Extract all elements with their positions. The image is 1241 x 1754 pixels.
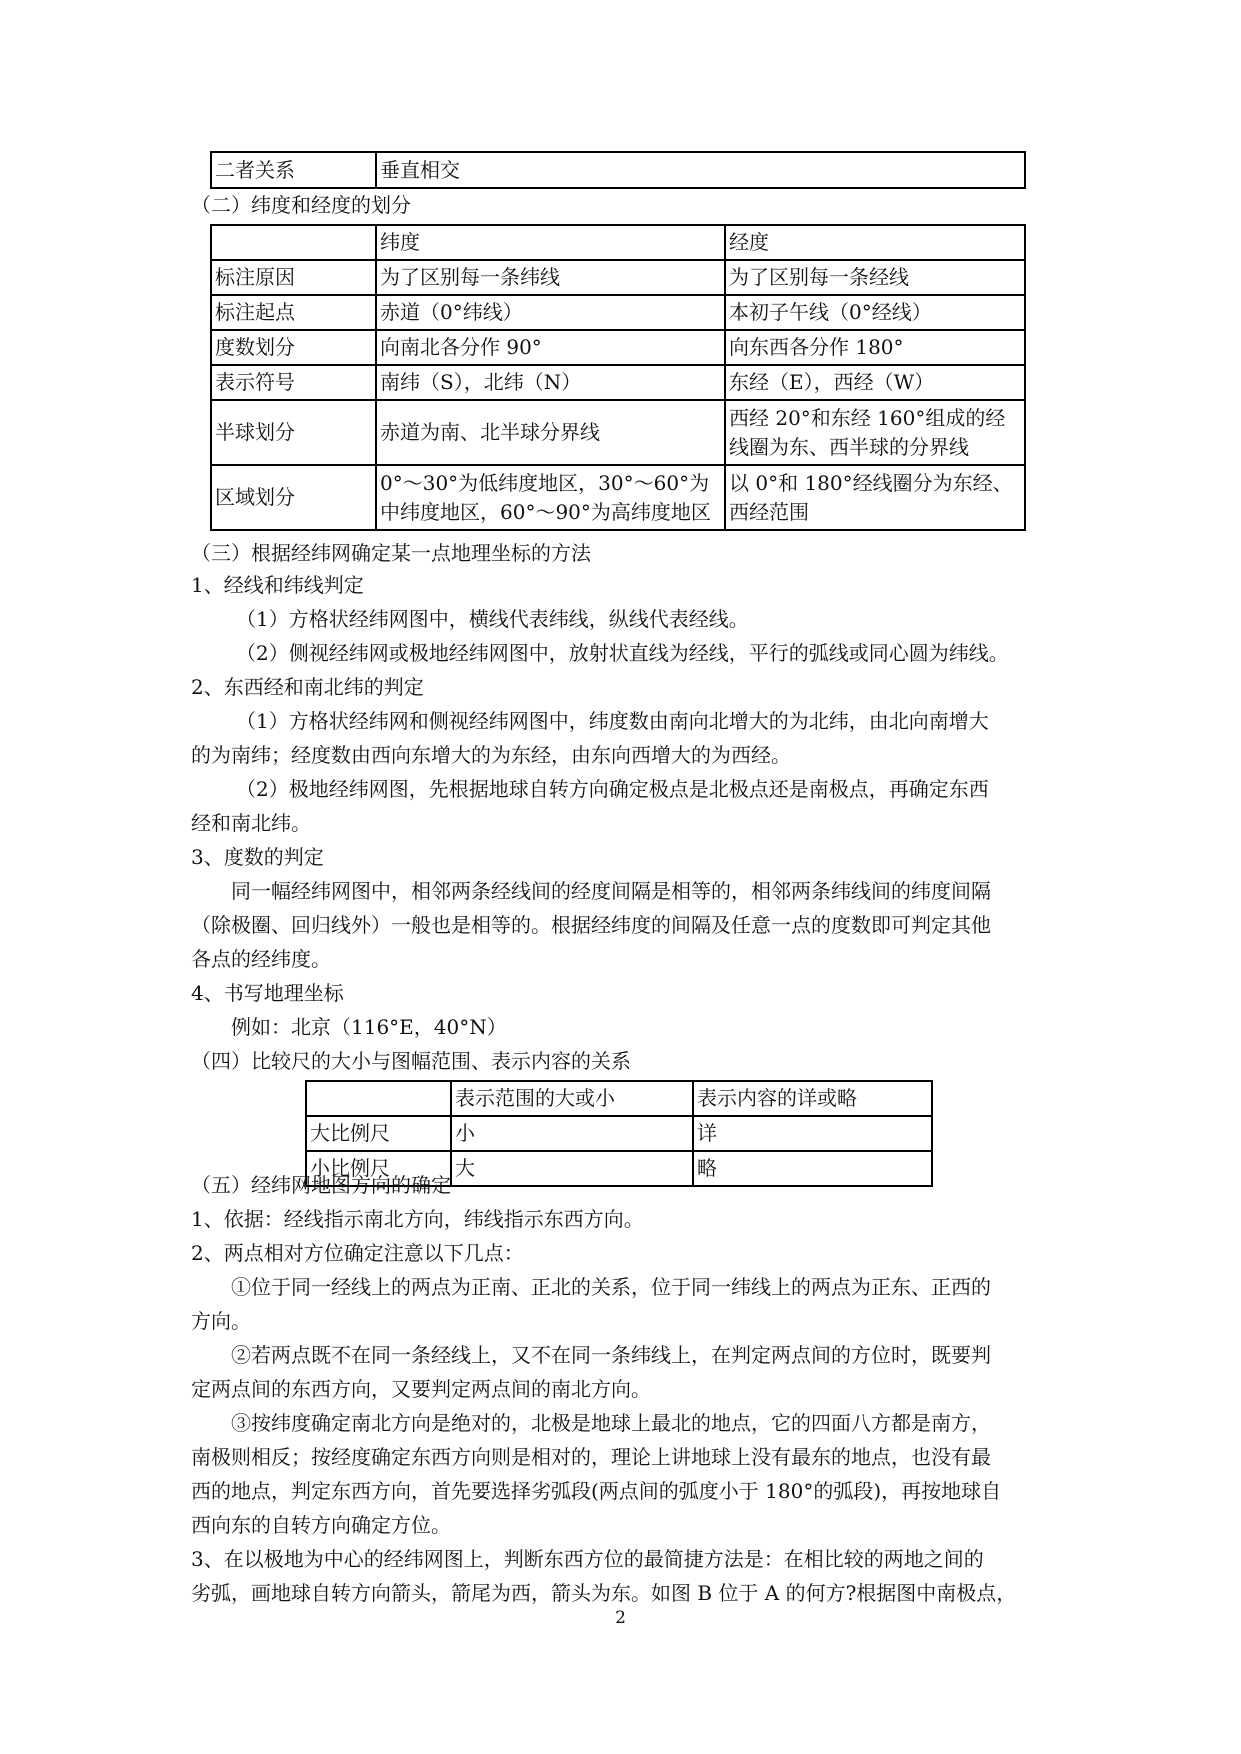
header-cell: 纬度 <box>376 225 725 260</box>
longitude-cell: 为了区别每一条经线 <box>725 260 1025 295</box>
example-line: 例如：北京（116°E，40°N） <box>231 1015 507 1039</box>
subheading: 4、书写地理坐标 <box>191 981 344 1005</box>
header-cell: 表示范围的大或小 <box>451 1081 693 1116</box>
subheading: 1、经线和纬线判定 <box>191 573 364 597</box>
detail-cell: 略 <box>693 1151 932 1186</box>
paragraph-line: 定两点间的东西方向，又要判定两点间的南北方向。 <box>191 1377 651 1401</box>
table-header-row <box>211 225 1025 260</box>
latitude-cell: 赤道为南、北半球分界线 <box>376 400 725 465</box>
paragraph-line: （除极圈、回归线外）一般也是相等的。根据经纬度的间隔及任意一点的度数即可判定其他 <box>191 913 991 937</box>
row-label: 表示符号 <box>211 365 376 400</box>
section-heading-5: （五）经纬网地图方向的确定 <box>191 1173 451 1197</box>
row-label: 度数划分 <box>211 330 376 365</box>
range-cell: 大 <box>451 1151 693 1186</box>
table-row <box>211 465 1025 530</box>
table-header-row <box>306 1081 932 1116</box>
relation-table <box>210 151 1026 189</box>
table-row <box>211 365 1025 400</box>
paragraph-line: 1、依据：经线指示南北方向，纬线指示东西方向。 <box>191 1207 644 1231</box>
paragraph-line: ③按纬度确定南北方向是绝对的，北极是地球上最北的地点，它的四面八方都是南方， <box>231 1411 991 1435</box>
relation-value: 垂直相交 <box>376 152 1025 188</box>
paragraph-line: （1）方格状经纬网图中，横线代表纬线，纵线代表经线。 <box>236 607 749 631</box>
longitude-cell: 本初子午线（0°经线） <box>725 295 1025 330</box>
paragraph-line: （2）侧视经纬网或极地经纬网图中，放射状直线为经线，平行的弧线或同心圆为纬线。 <box>236 641 1009 665</box>
row-label: 大比例尺 <box>306 1116 451 1151</box>
paragraph-line: 方向。 <box>191 1309 251 1333</box>
subheading: 3、度数的判定 <box>191 845 324 869</box>
paragraph-line: ②若两点既不在同一条经线上，又不在同一条纬线上，在判定两点间的方位时，既要判 <box>231 1343 991 1367</box>
row-label: 标注原因 <box>211 260 376 295</box>
header-cell: 经度 <box>725 225 1025 260</box>
section-heading-3: （三）根据经纬网确定某一点地理坐标的方法 <box>191 541 591 565</box>
paragraph-line: （2）极地经纬网图，先根据地球自转方向确定极点是北极点还是南极点，再确定东西 <box>236 777 989 801</box>
latitude-cell: 向南北各分作 90° <box>376 330 725 365</box>
paragraph-line: 西的地点，判定东西方向，首先要选择劣弧段(两点间的弧度小于 180°的弧段)，再按地球自 <box>191 1479 1002 1503</box>
paragraph-line: 经和南北纬。 <box>191 811 311 835</box>
row-label: 小比例尺 <box>306 1151 451 1186</box>
lat-lon-table <box>210 224 1026 531</box>
row-label: 标注起点 <box>211 295 376 330</box>
paragraph-line: 各点的经纬度。 <box>191 947 331 971</box>
longitude-cell: 东经（E），西经（W） <box>725 365 1025 400</box>
subheading: 2、东西经和南北纬的判定 <box>191 675 424 699</box>
paragraph-line: （1）方格状经纬网和侧视经纬网图中，纬度数由南向北增大的为北纬，由北向南增大 <box>236 709 989 733</box>
latitude-cell: 赤道（0°纬线） <box>376 295 725 330</box>
table-row <box>211 260 1025 295</box>
section-heading-2: （二）纬度和经度的划分 <box>191 193 411 217</box>
longitude-cell: 向东西各分作 180° <box>725 330 1025 365</box>
row-label: 半球划分 <box>211 400 376 465</box>
latitude-cell: 为了区别每一条纬线 <box>376 260 725 295</box>
paragraph-line: 3、在以极地为中心的经纬网图上，判断东西方位的最简捷方法是：在相比较的两地之间的 <box>191 1547 984 1571</box>
longitude-cell: 西经 20°和东经 160°组成的经线圈为东、西半球的分界线 <box>725 400 1025 465</box>
range-cell: 小 <box>451 1116 693 1151</box>
table-row <box>211 330 1025 365</box>
header-cell: 表示内容的详或略 <box>693 1081 932 1116</box>
paragraph-line: 西向东的自转方向确定方位。 <box>191 1513 451 1537</box>
page-number: 2 <box>615 1608 626 1628</box>
table-row <box>306 1116 932 1151</box>
paragraph-line: ①位于同一经线上的两点为正南、正北的关系，位于同一纬线上的两点为正东、正西的 <box>231 1275 991 1299</box>
section-heading-4: （四）比较尺的大小与图幅范围、表示内容的关系 <box>191 1049 631 1073</box>
header-cell <box>211 225 376 260</box>
table-row <box>211 295 1025 330</box>
longitude-cell: 以 0°和 180°经线圈分为东经、西经范围 <box>725 465 1025 530</box>
relation-label: 二者关系 <box>211 152 376 188</box>
paragraph-line: 同一幅经纬网图中，相邻两条经线间的经度间隔是相等的，相邻两条纬线间的纬度间隔 <box>231 879 991 903</box>
paragraph-line: 的为南纬；经度数由西向东增大的为东经，由东向西增大的为西经。 <box>191 743 791 767</box>
table-row <box>211 152 1025 188</box>
detail-cell: 详 <box>693 1116 932 1151</box>
paragraph-line: 南极则相反；按经度确定东西方向则是相对的，理论上讲地球上没有最东的地点，也没有最 <box>191 1445 991 1469</box>
latitude-cell: 南纬（S），北纬（N） <box>376 365 725 400</box>
header-cell <box>306 1081 451 1116</box>
row-label: 区域划分 <box>211 465 376 530</box>
paragraph-line: 劣弧，画地球自转方向箭头，箭尾为西，箭头为东。如图 B 位于 A 的何方?根据图中南极点， <box>191 1581 1017 1605</box>
latitude-cell: 0°～30°为低纬度地区，30°～60°为中纬度地区，60°～90°为高纬度地区 <box>376 465 725 530</box>
paragraph-line: 2、两点相对方位确定注意以下几点： <box>191 1241 524 1265</box>
table-row <box>211 400 1025 465</box>
